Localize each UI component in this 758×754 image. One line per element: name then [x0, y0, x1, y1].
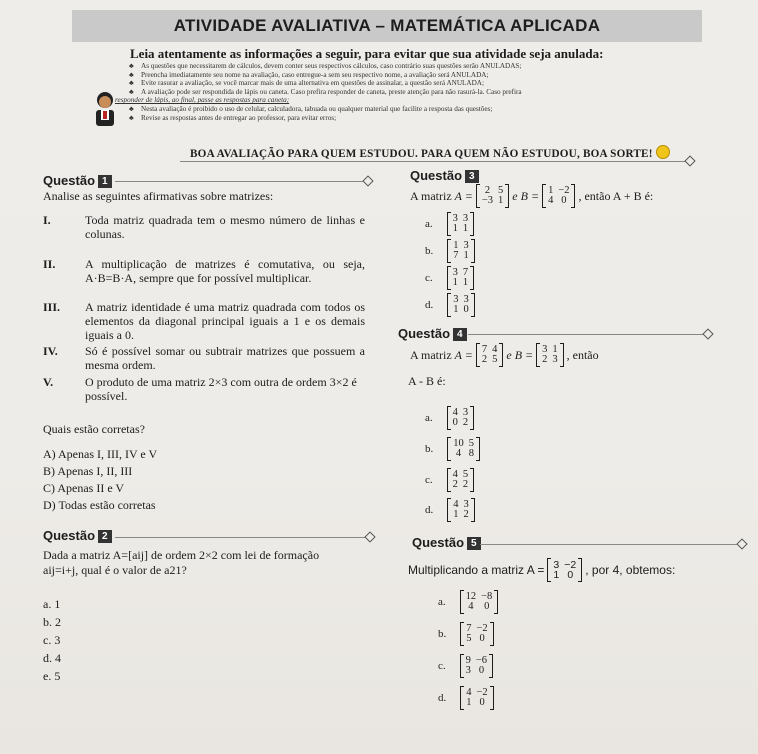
- q4-prompt: A matriz A = 7 4 2 5 e B = 3 1 2 3 , então: [410, 343, 599, 365]
- matrix: 10 5 4 8: [447, 437, 480, 461]
- question-4-label: Questão 4: [398, 326, 467, 341]
- bullet-icon: ♣: [129, 113, 134, 122]
- rule-item: ♣ A avaliação pode ser respondida de lápis ou caneta. Caso prefira responder de caneta, preste atenção para não rasurá-la. Caso prefira: [129, 87, 522, 96]
- q3-option-c[interactable]: c. 3 7 1 1: [425, 266, 474, 290]
- matrix: 7 −2 5 0: [460, 622, 493, 646]
- q1-item-II: A multiplicação de matrizes é comutativa, ou seja, A·B=B·A, sempre que for possível multiplicar.: [85, 257, 365, 285]
- q5-option-a[interactable]: a. 12 −8 4 0: [438, 590, 498, 614]
- bullet-icon: ♣: [129, 79, 134, 88]
- matrix: 3 3 1 0: [447, 293, 475, 317]
- matrix: 1 3 7 1: [447, 239, 475, 263]
- q1-option-c[interactable]: C) Apenas II e V: [43, 481, 125, 495]
- matrix: 7 4 2 5: [476, 343, 504, 367]
- q1-item-number: III.: [43, 300, 61, 314]
- bullet-icon: ♣: [129, 62, 134, 70]
- divider-diamond-icon: [736, 538, 747, 549]
- rules-list: [115, 62, 705, 122]
- q3-option-d[interactable]: d. 3 3 1 0: [425, 293, 475, 317]
- matrix: 4 3 1 2: [447, 498, 475, 522]
- q2-option-c[interactable]: c. 3: [43, 633, 61, 647]
- q1-option-a[interactable]: A) Apenas I, III, IV e V: [43, 447, 158, 461]
- rule-item: ♣ Revise as respostas antes de entregar ao professor, para evitar erros;: [129, 113, 337, 122]
- bullet-icon: ♣: [129, 70, 134, 79]
- q1-item-I: Toda matriz quadrada tem o mesmo número de linhas e colunas.: [85, 213, 365, 241]
- question-2-label: Questão 2: [43, 528, 112, 543]
- rule-item: ♣ Preencha imediatamente seu nome na avaliação, caso entregue-a sem seu respectivo nome, a avaliação será ANULADA;: [129, 70, 489, 79]
- q1-item-number: II.: [43, 257, 56, 271]
- q2-prompt-line1: Dada a matriz A=[aij] de ordem 2×2 com lei de formação: [43, 548, 320, 562]
- bullet-icon: ♣: [129, 87, 134, 96]
- q4-option-d[interactable]: d. 4 3 1 2: [425, 498, 475, 522]
- divider: [115, 181, 368, 182]
- q4-option-a[interactable]: a. 4 3 0 2: [425, 406, 474, 430]
- q4-prompt-line2: A - B é:: [408, 374, 446, 388]
- question-1-label: Questão 1: [43, 173, 112, 188]
- divider: [480, 544, 742, 545]
- q3-option-a[interactable]: a. 3 3 1 1: [425, 212, 474, 236]
- divider: [180, 161, 690, 162]
- q2-prompt-line2: aij=i+j, qual é o valor de a21?: [43, 563, 187, 577]
- matrix: 3 7 1 1: [447, 266, 475, 290]
- matrix: 4 −2 1 0: [460, 686, 493, 710]
- smiley-icon: [656, 145, 670, 159]
- divider: [468, 334, 708, 335]
- q1-item-III: A matriz identidade é uma matriz quadrada com todos os elementos da diagonal principal iguais a 1 e os demais iguais a 0.: [85, 300, 365, 342]
- q1-prompt: Analise as seguintes afirmativas sobre matrizes:: [43, 189, 274, 203]
- divider-diamond-icon: [364, 531, 375, 542]
- q3-option-b[interactable]: b. 1 3 7 1: [425, 239, 475, 263]
- q1-item-number: V.: [43, 375, 54, 389]
- matrix: 3 −2 1 0: [547, 558, 582, 582]
- divider-diamond-icon: [362, 175, 373, 186]
- student-mascot-icon: [86, 88, 124, 128]
- rule-item: ♣ Evite rasurar a avaliação, se você marcar mais de uma alternativa em questões de assinalar, a questão será ANULADA;: [129, 79, 484, 88]
- matrix: 9 −6 3 0: [460, 654, 493, 678]
- question-5-label: Questão 5: [412, 535, 481, 550]
- matrix: 1 −2 4 0: [542, 184, 575, 208]
- q5-prompt: Multiplicando a matriz A = 3 −2 1 0 , por 4, obtemos:: [408, 558, 676, 581]
- q1-option-d[interactable]: D) Todas estão corretas: [43, 498, 156, 512]
- divider: [115, 537, 370, 538]
- matrix: 3 1 2 3: [536, 343, 564, 367]
- q3-prompt: A matriz A = 2 5 −3 1 e B = 1 −2 4 0 , então A + B é:: [410, 184, 654, 206]
- matrix: 4 3 0 2: [447, 406, 475, 430]
- rule-item: ♣ As questões que necessitarem de cálculos, devem conter seus respectivos cálculos, caso contrário suas questões serão ANULADAS;: [129, 62, 522, 70]
- motto: BOA AVALIAÇÃO PARA QUEM ESTUDOU. PARA QUEM NÃO ESTUDOU, BOA SORTE!: [190, 145, 670, 160]
- warning-heading: Leia atentamente as informações a seguir, para evitar que sua atividade seja anulada:: [130, 46, 604, 61]
- q1-item-V: O produto de uma matriz 2×3 com outra de ordem 3×2 é possível.: [85, 375, 357, 403]
- matrix: 12 −8 4 0: [460, 590, 499, 614]
- rule-item-continued: responder de lápis, ao final, passe as respostas para caneta;: [115, 96, 290, 105]
- page-title: ATIVIDADE AVALIATIVA – MATEMÁTICA APLICADA: [72, 10, 702, 42]
- rule-item: ♣ Nesta avaliação é proibido o uso de celular, calculadora, tabuada ou qualquer material que facilite a resposta das questões;: [129, 104, 493, 113]
- matrix: 2 5 −3 1: [476, 184, 509, 208]
- q1-option-b[interactable]: B) Apenas I, II, III: [43, 464, 133, 478]
- question-3-label: Questão 3: [410, 168, 479, 183]
- bullet-icon: ♣: [129, 104, 134, 113]
- q1-item-number: I.: [43, 213, 51, 227]
- q1-item-IV: Só é possível somar ou subtrair matrizes que possuem a mesma ordem.: [85, 344, 365, 372]
- matrix: 3 3 1 1: [447, 212, 475, 236]
- q2-option-d[interactable]: d. 4: [43, 651, 61, 665]
- matrix: 4 5 2 2: [447, 468, 475, 492]
- q2-option-b[interactable]: b. 2: [43, 615, 61, 629]
- q4-option-b[interactable]: b. 10 5 4 8: [425, 437, 480, 461]
- q5-option-d[interactable]: d. 4 −2 1 0: [438, 686, 494, 710]
- q4-option-c[interactable]: c. 4 5 2 2: [425, 468, 474, 492]
- q1-item-number: IV.: [43, 344, 58, 358]
- q2-option-a[interactable]: a. 1: [43, 597, 61, 611]
- divider-diamond-icon: [702, 328, 713, 339]
- q2-option-e[interactable]: e. 5: [43, 669, 61, 683]
- divider-diamond-icon: [684, 155, 695, 166]
- q5-option-b[interactable]: b. 7 −2 5 0: [438, 622, 494, 646]
- q5-option-c[interactable]: c. 9 −6 3 0: [438, 654, 493, 678]
- q1-question: Quais estão corretas?: [43, 422, 145, 436]
